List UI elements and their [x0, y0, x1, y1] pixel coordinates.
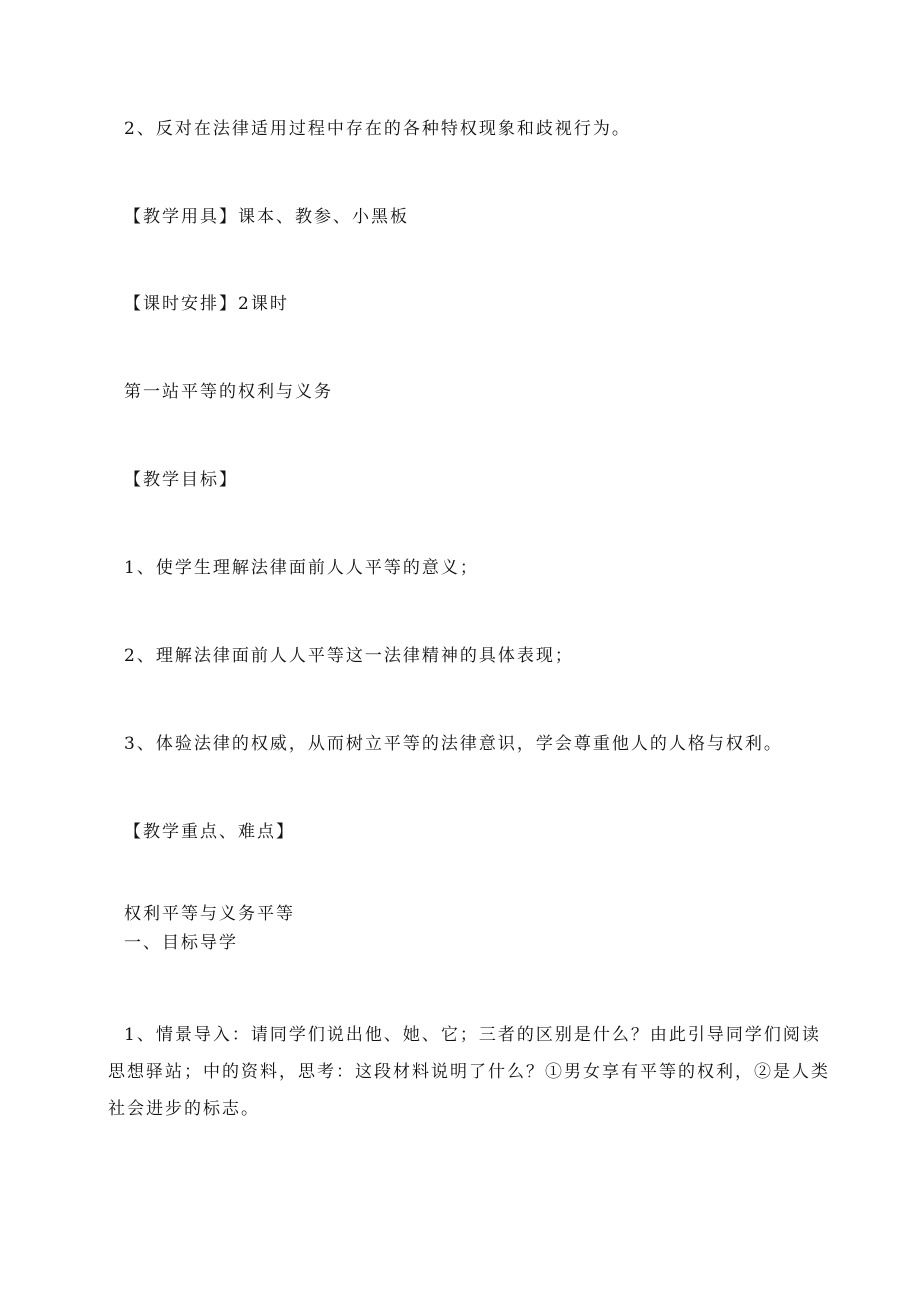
paragraph-scenario-intro [108, 1017, 830, 1128]
text-line-goal-3: 3、体验法律的权威，从而树立平等的法律意识，学会尊重他人的人格与权利。 [124, 734, 783, 754]
section-heading-equal-rights: 第一站平等的权利与义务 [124, 382, 333, 402]
text-line-oppose-privilege: 2、反对在法律适用过程中存在的各种特权现象和歧视行为。 [124, 119, 631, 139]
text-line-goal-2: 2、理解法律面前人人平等这一法律精神的具体表现； [124, 646, 574, 666]
text-line-key-points: 【教学重点、难点】 [124, 822, 295, 842]
text-line-rights-duties: 权利平等与义务平等 [124, 904, 295, 924]
text-line-teaching-goals: 【教学目标】 [124, 470, 238, 490]
paragraph-line: 社会进步的标志。 [108, 1099, 260, 1119]
paragraph-line: 思想驿站；中的资料，思考：这段材料说明了什么？①男女享有平等的权利，②是人类 [108, 1062, 830, 1082]
text-line-teaching-tools: 【教学用具】课本、教参、小黑板 [124, 207, 409, 227]
text-line-goal-guidance: 一、目标导学 [124, 933, 238, 953]
text-line-class-schedule: 【课时安排】2课时 [124, 294, 289, 314]
paragraph-line: 1、情景导入：请同学们说出他、她、它；三者的区别是什么？由此引导同学们阅读 [124, 1025, 821, 1045]
text-line-goal-1: 1、使学生理解法律面前人人平等的意义； [124, 558, 479, 578]
